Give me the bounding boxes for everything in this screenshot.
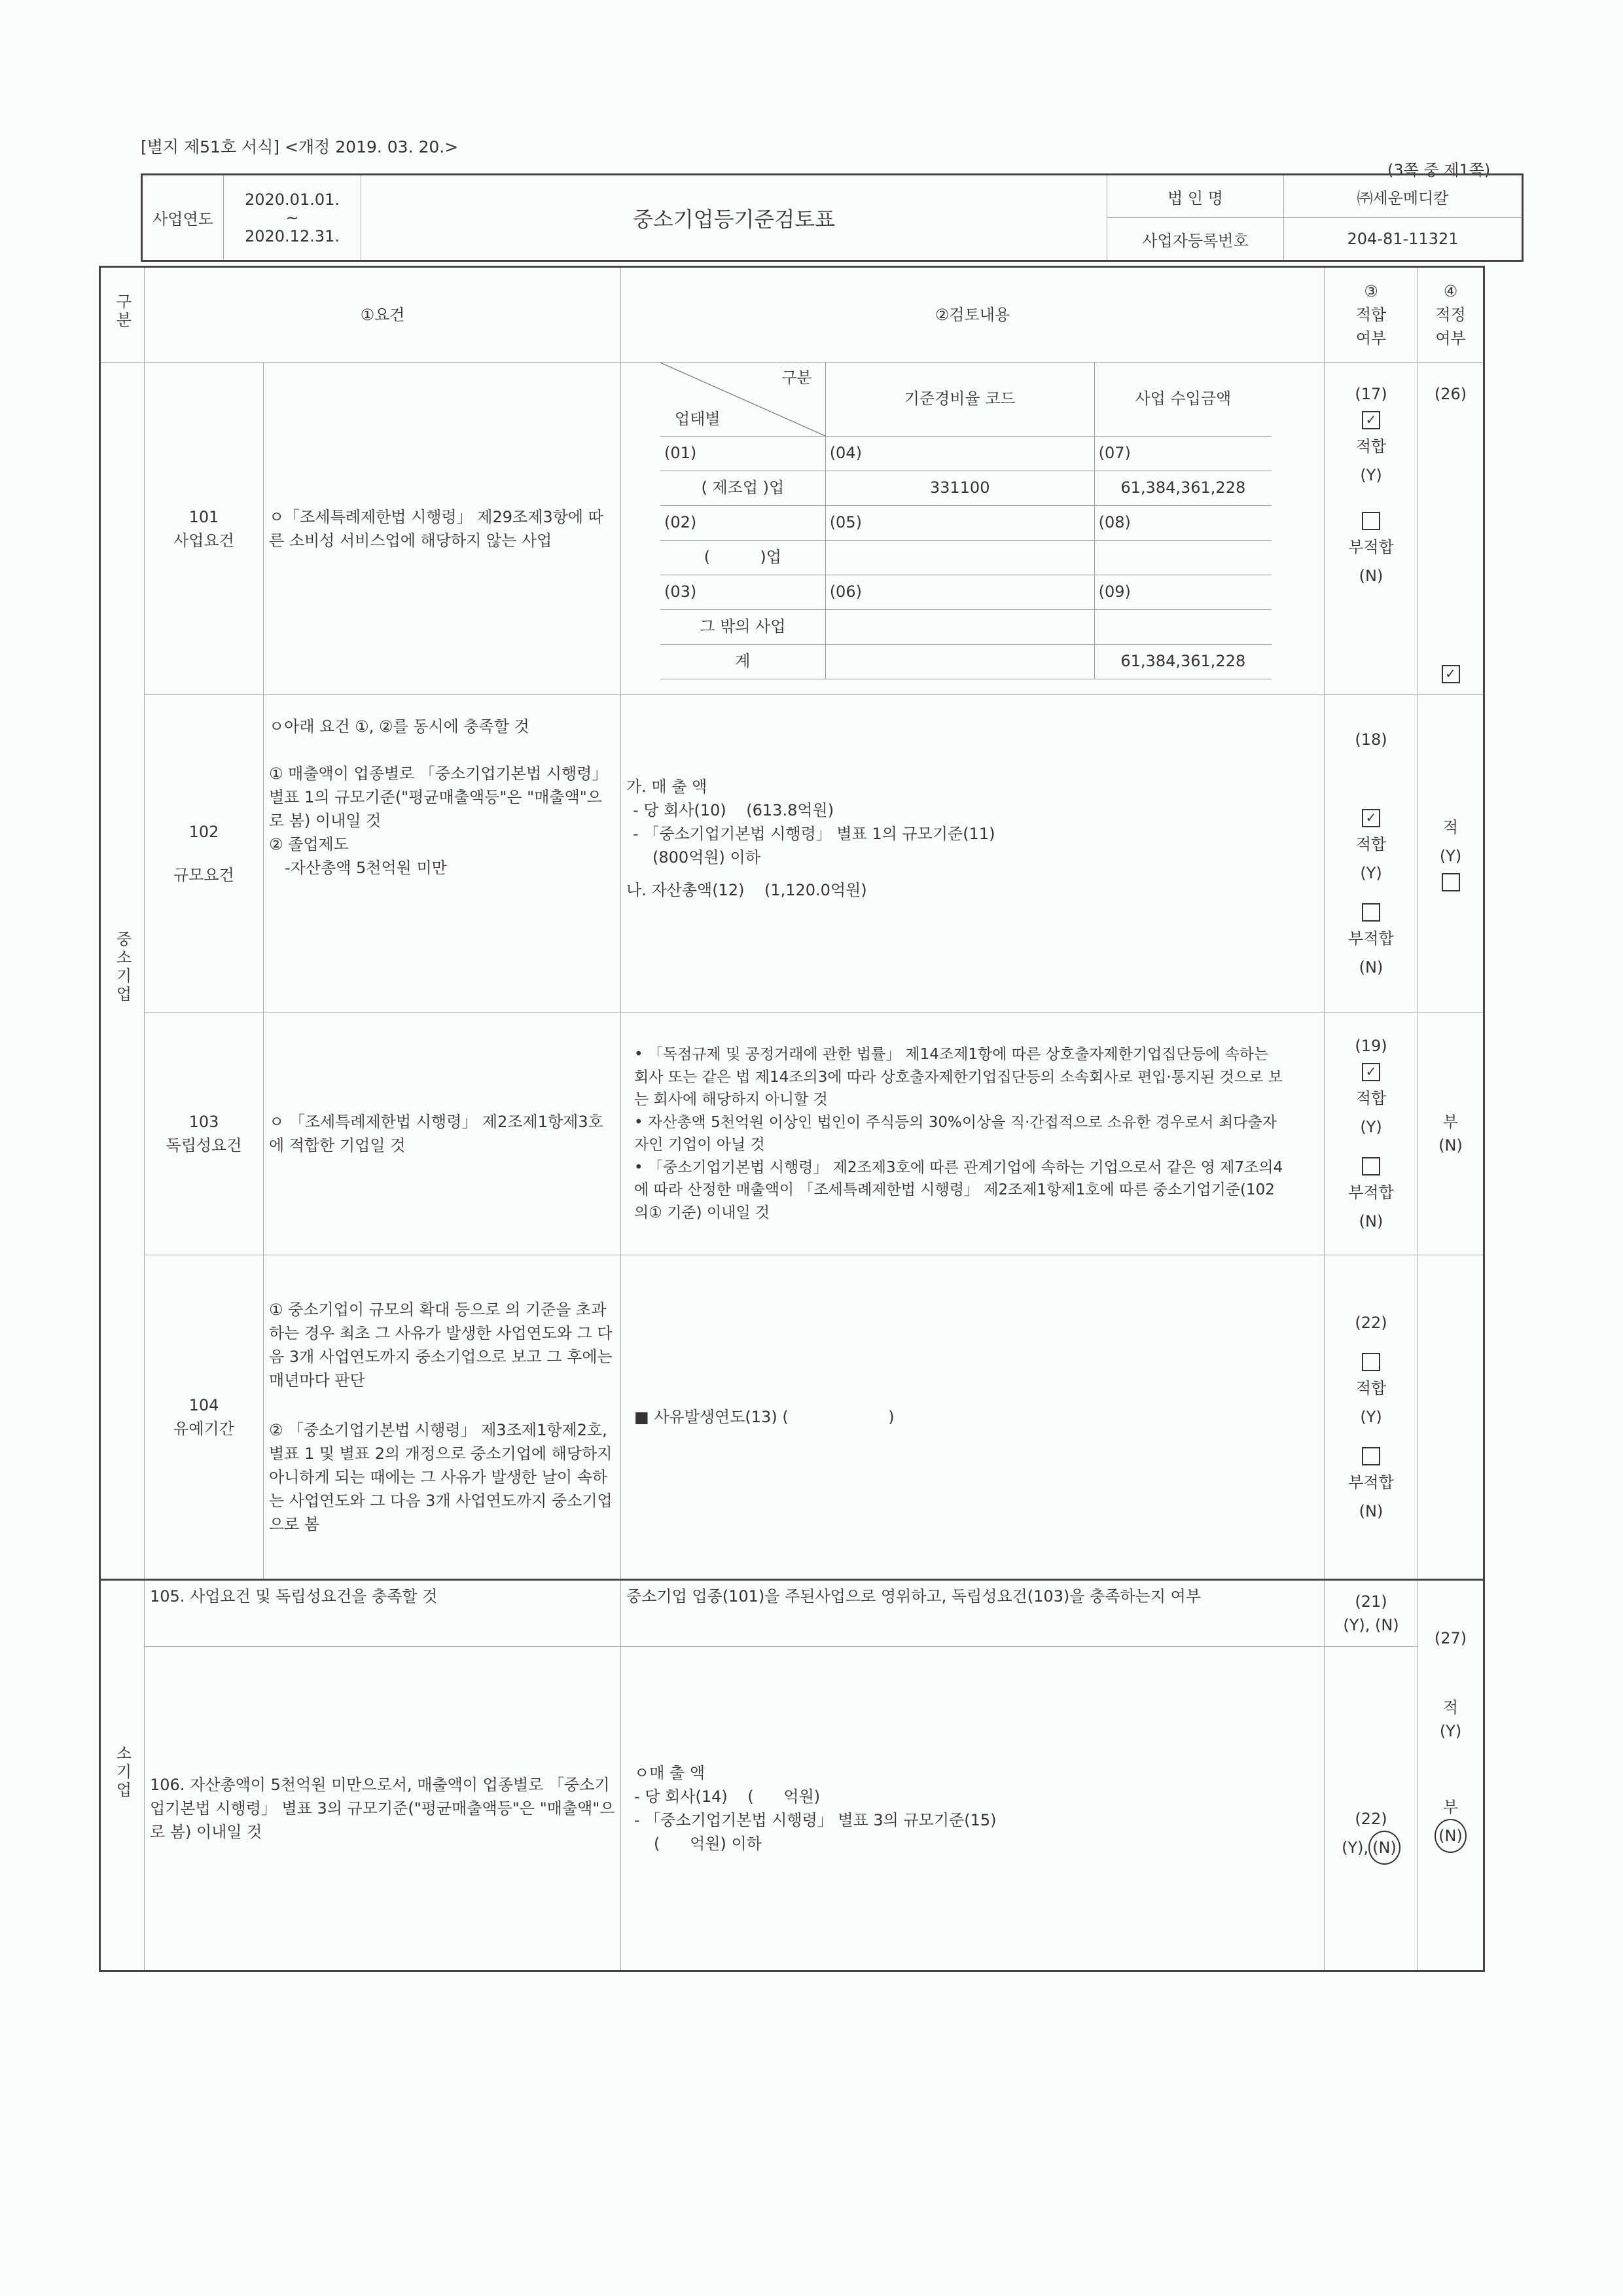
diag-top: 구분 — [781, 368, 812, 387]
row-105-fit — [1325, 1580, 1418, 1647]
row-name: 유예기간 — [173, 1420, 234, 1438]
form-title: 중소기업등기준검토표 — [361, 175, 1107, 261]
proper-checkbox[interactable]: ✓ — [1442, 665, 1460, 683]
col-review: ②검토내용 — [621, 267, 1325, 363]
row-num: 102 — [188, 823, 219, 841]
fit-code: (22) — [1355, 1314, 1387, 1332]
cell — [1094, 610, 1272, 645]
row-104-proper — [1418, 1255, 1484, 1580]
row-101 — [100, 363, 1484, 695]
fit-no-code: (N) — [1359, 1212, 1383, 1230]
review-table — [99, 266, 1485, 1972]
table-row — [660, 506, 1272, 541]
year-end: 2020.12.31. — [244, 226, 340, 245]
fit-yes-label: 적합 — [1355, 835, 1387, 853]
cell: (06) — [825, 575, 1094, 610]
proper-yes-label: 적 — [1442, 818, 1459, 836]
rev-a2: - 「중소기업기본법 시행령」 별표 3의 규모기준(15) — [634, 1811, 997, 1829]
row-103 — [100, 1013, 1484, 1255]
proper-code: (26) — [1434, 385, 1467, 403]
business-type-table — [660, 363, 1272, 679]
cell: ( 제조업 )업 — [660, 471, 825, 506]
row-102-proper — [1418, 695, 1484, 1013]
fit-yes-label: 적합 — [1355, 1089, 1387, 1107]
fit-yes-checkbox[interactable]: ✓ — [1362, 1063, 1380, 1081]
fit-yes-checkbox[interactable] — [1362, 1353, 1380, 1371]
code-header: 기준경비율 코드 — [825, 363, 1094, 437]
fit-code: (19) — [1355, 1037, 1387, 1055]
rev-a2b: (800억원) 이하 — [652, 848, 760, 867]
cell: (09) — [1094, 575, 1272, 610]
cell: 331100 — [825, 471, 1094, 506]
cell: (03) — [660, 575, 825, 610]
proper-no-label: 부 — [1442, 1798, 1459, 1816]
col-gubun — [100, 267, 145, 363]
rev-b: 나. 자산총액(12) (1,120.0억원) — [626, 881, 867, 899]
row-name: 규모요건 — [173, 866, 234, 884]
proper-no-label: 부 — [1442, 1113, 1459, 1131]
cell — [825, 610, 1094, 645]
cell: (02) — [660, 506, 825, 541]
fit-no-code: (N) — [1359, 958, 1383, 977]
page-indicator: (3쪽 중 제1쪽) — [1387, 161, 1491, 179]
row-102-review — [621, 695, 1325, 1013]
fit-yes-option[interactable]: (Y), — [1342, 1839, 1369, 1857]
row-104-requirement — [264, 1255, 621, 1580]
cell: (01) — [660, 437, 825, 471]
row-103-requirement: ㅇ 「조세특례제한법 시행령」 제2조제1항제3호에 적합한 기업일 것 — [264, 1013, 621, 1255]
year-separator: ~ — [285, 208, 299, 227]
diag-bottom: 업태별 — [675, 409, 721, 428]
cell: (07) — [1094, 437, 1272, 471]
diag-header — [660, 363, 825, 437]
row-103-proper — [1418, 1013, 1484, 1255]
cell: 61,384,361,228 — [1094, 645, 1272, 679]
row-105-review: 중소기업 업종(101)을 주된사업으로 영위하고, 독립성요건(103)을 충족하는지 여부 — [621, 1580, 1325, 1647]
group-small-label: 소기업 — [113, 1744, 132, 1800]
fit-no-code: (N) — [1359, 1502, 1383, 1520]
fit-code: (21) — [1355, 1592, 1387, 1611]
group-sme-label: 중소기업 — [113, 931, 132, 1004]
req-intro: ㅇ아래 요건 ①, ②를 동시에 충족할 것 — [269, 717, 529, 736]
rev-a1: - 당 회사(10) (613.8억원) — [633, 801, 834, 819]
fit-code: (18) — [1355, 730, 1387, 749]
group-small — [100, 1580, 145, 1971]
fit-yes-code: (Y) — [1360, 864, 1382, 882]
fit-no-checkbox[interactable] — [1362, 512, 1380, 530]
table-row — [660, 645, 1272, 679]
row-num: 101 — [188, 507, 219, 526]
proper-yes-code: (Y) — [1439, 1722, 1462, 1740]
small-proper — [1418, 1580, 1484, 1971]
req-1: ① 중소기업이 규모의 확대 등으로 의 기준을 초과하는 경우 최초 그 사유가 발생한 사업연도와 그 다음 3개 사업연도까지 중소기업으로 보고 그 후에는 매년마다 판단 — [269, 1300, 613, 1390]
table-row — [660, 471, 1272, 506]
req-2: ② 졸업제도 — [269, 835, 349, 853]
cell: 계 — [660, 645, 825, 679]
col-fit-num: ③ — [1364, 282, 1378, 300]
col-gubun-label: 구분 — [113, 293, 132, 330]
proper-checkbox[interactable] — [1442, 873, 1460, 891]
row-101-review — [621, 363, 1325, 695]
table-row — [660, 575, 1272, 610]
col-fit-label2: 여부 — [1355, 329, 1387, 348]
row-102-fit — [1325, 695, 1418, 1013]
fit-no-checkbox[interactable] — [1362, 1157, 1380, 1175]
row-104 — [100, 1255, 1484, 1580]
fit-no-checkbox[interactable] — [1362, 1447, 1380, 1465]
row-102 — [100, 695, 1484, 1013]
col-requirement: ①요건 — [145, 267, 621, 363]
rev-1: • 「독점규제 및 공정거래에 관한 법률」 제14조제1항에 따른 상호출자제한기업집단등에 속하는 회사 또는 같은 법 제14조의3에 따라 상호출자제한기업집단등의 소속회사로 편입·통지된 것으로 보는 회사에 해당하지 아니할 것 — [634, 1046, 1283, 1108]
rev-a: 가. 매 출 액 — [626, 778, 707, 796]
year-start: 2020.01.01. — [244, 190, 340, 209]
fit-yes-label: 적합 — [1355, 437, 1387, 456]
row-name: 독립성요건 — [166, 1136, 242, 1155]
table-row — [660, 437, 1272, 471]
row-106-review — [621, 1647, 1325, 1971]
row-101-requirement: ㅇ「조세특례제한법 시행령」 제29조제3항에 따른 소비성 서비스업에 해당하지 않는 사업 — [264, 363, 621, 695]
cell: (08) — [1094, 506, 1272, 541]
row-106-requirement: 106. 자산총액이 5천억원 미만으로서, 매출액이 업종별로 「중소기업기본법 시행령」 별표 3의 규모기준("평균매출액등"은 "매출액"으로 봄) 이내일 것 — [145, 1647, 621, 1971]
corp-name-label: 법 인 명 — [1107, 175, 1284, 218]
rev-2: • 자산총액 5천억원 이상인 법인이 주식등의 30%이상을 직·간접적으로 소유한 경우로서 최다출자자인 기업이 아닐 것 — [634, 1113, 1277, 1153]
cell — [825, 541, 1094, 575]
fit-no-label: 부적합 — [1348, 1473, 1394, 1492]
cell — [1094, 541, 1272, 575]
rev-a2: - 「중소기업기본법 시행령」 별표 1의 규모기준(11) — [633, 825, 995, 843]
cell: 61,384,361,228 — [1094, 471, 1272, 506]
fit-code: (22) — [1355, 1810, 1387, 1828]
fit-yes-checkbox[interactable]: ✓ — [1362, 411, 1380, 429]
fit-yes-code: (Y) — [1360, 466, 1382, 484]
table-row — [660, 541, 1272, 575]
fit-no-label: 부적합 — [1348, 929, 1394, 948]
row-104-fit — [1325, 1255, 1418, 1580]
cell — [825, 645, 1094, 679]
row-105 — [100, 1580, 1484, 1647]
cell: ( )업 — [660, 541, 825, 575]
col-fit-label: 적합 — [1355, 306, 1387, 324]
col-proper-num: ④ — [1443, 282, 1458, 300]
fit-no-code: (N) — [1359, 567, 1383, 585]
row-103-fit — [1325, 1013, 1418, 1255]
col-fit — [1325, 267, 1418, 363]
row-101-fit — [1325, 363, 1418, 695]
row-104-review: ■ 사유발생연도(13) ( ) — [621, 1255, 1325, 1580]
fit-yes-code: (Y) — [1360, 1408, 1382, 1426]
col-proper-label2: 여부 — [1435, 329, 1466, 348]
cell: 그 밖의 사업 — [660, 610, 825, 645]
fit-no-checkbox[interactable] — [1362, 903, 1380, 922]
business-year-label: 사업연도 — [142, 175, 224, 261]
col-proper-label: 적정 — [1435, 306, 1466, 324]
fit-no-circled[interactable]: (N) — [1368, 1831, 1400, 1865]
group-sme — [100, 363, 145, 1580]
header-table — [141, 173, 1524, 262]
row-106 — [100, 1647, 1484, 1971]
proper-yes-code: (Y) — [1439, 847, 1462, 865]
fit-no-label: 부적합 — [1348, 1183, 1394, 1202]
table-row — [660, 610, 1272, 645]
fit-no-label: 부적합 — [1348, 538, 1394, 556]
fit-yes-checkbox[interactable]: ✓ — [1362, 809, 1380, 827]
row-105-requirement: 105. 사업요건 및 독립성요건을 충족할 것 — [145, 1580, 621, 1647]
rev-a: ㅇ매 출 액 — [634, 1764, 705, 1782]
form-reference: [별지 제51호 서식] <개정 2019. 03. 20.> — [141, 137, 459, 156]
cell: (05) — [825, 506, 1094, 541]
row-103-review — [621, 1013, 1325, 1255]
rev-3: • 「중소기업기본법 시행령」 제2조제3호에 따른 관계기업에 속하는 기업으로서 같은 영 제7조의4에 따라 산정한 매출액이 「조세특례제한법 시행령」 제2조제1항제1호에 따른 중소기업기준(102의① 기준) 이내일 것 — [634, 1158, 1283, 1221]
proper-yes-label: 적 — [1442, 1698, 1459, 1717]
rev-a2b: ( 억원) 이하 — [654, 1835, 762, 1853]
biz-number-label: 사업자등록번호 — [1107, 218, 1284, 261]
row-num: 104 — [188, 1396, 219, 1414]
proper-no-code: (N) — [1438, 1136, 1463, 1155]
row-106-fit — [1325, 1647, 1418, 1971]
row-104-head — [145, 1255, 264, 1580]
proper-code: (27) — [1434, 1629, 1467, 1647]
row-name: 사업요건 — [173, 531, 234, 550]
row-num: 103 — [188, 1113, 219, 1131]
col-proper — [1418, 267, 1484, 363]
business-year-range — [224, 175, 361, 261]
req-2b: -자산총액 5천억원 미만 — [285, 859, 447, 877]
row-101-proper — [1418, 363, 1484, 695]
fit-yes-label: 적합 — [1355, 1379, 1387, 1397]
fit-yes-code: (Y) — [1360, 1118, 1382, 1136]
req-2: ② 「중소기업기본법 시행령」 제3조제1항제2호, 별표 1 및 별표 2의 개정으로 중소기업에 해당하지 아니하게 되는 때에는 그 사유가 발생한 날이 속하는 사업연도와 그 다음 3개 사업연도까지 중소기업으로 봄 — [269, 1421, 613, 1534]
fit-code: (17) — [1355, 385, 1387, 403]
fit-options[interactable]: (Y), (N) — [1343, 1616, 1399, 1634]
amount-header: 사업 수입금액 — [1094, 363, 1272, 437]
cell: (04) — [825, 437, 1094, 471]
biz-number-value: 204-81-11321 — [1284, 218, 1523, 261]
row-102-head — [145, 695, 264, 1013]
row-103-head — [145, 1013, 264, 1255]
row-101-head — [145, 363, 264, 695]
proper-no-circled[interactable]: (N) — [1435, 1819, 1467, 1853]
req-1: ① 매출액이 업종별로 「중소기업기본법 시행령」 별표 1의 규모기준("평균매출액등"은 "매출액"으로 봄) 이내일 것 — [269, 764, 608, 830]
corp-name-value: ㈜세운메디칼 — [1284, 175, 1523, 218]
row-102-requirement — [264, 695, 621, 1013]
rev-a1: - 당 회사(14) ( 억원) — [634, 1787, 821, 1806]
